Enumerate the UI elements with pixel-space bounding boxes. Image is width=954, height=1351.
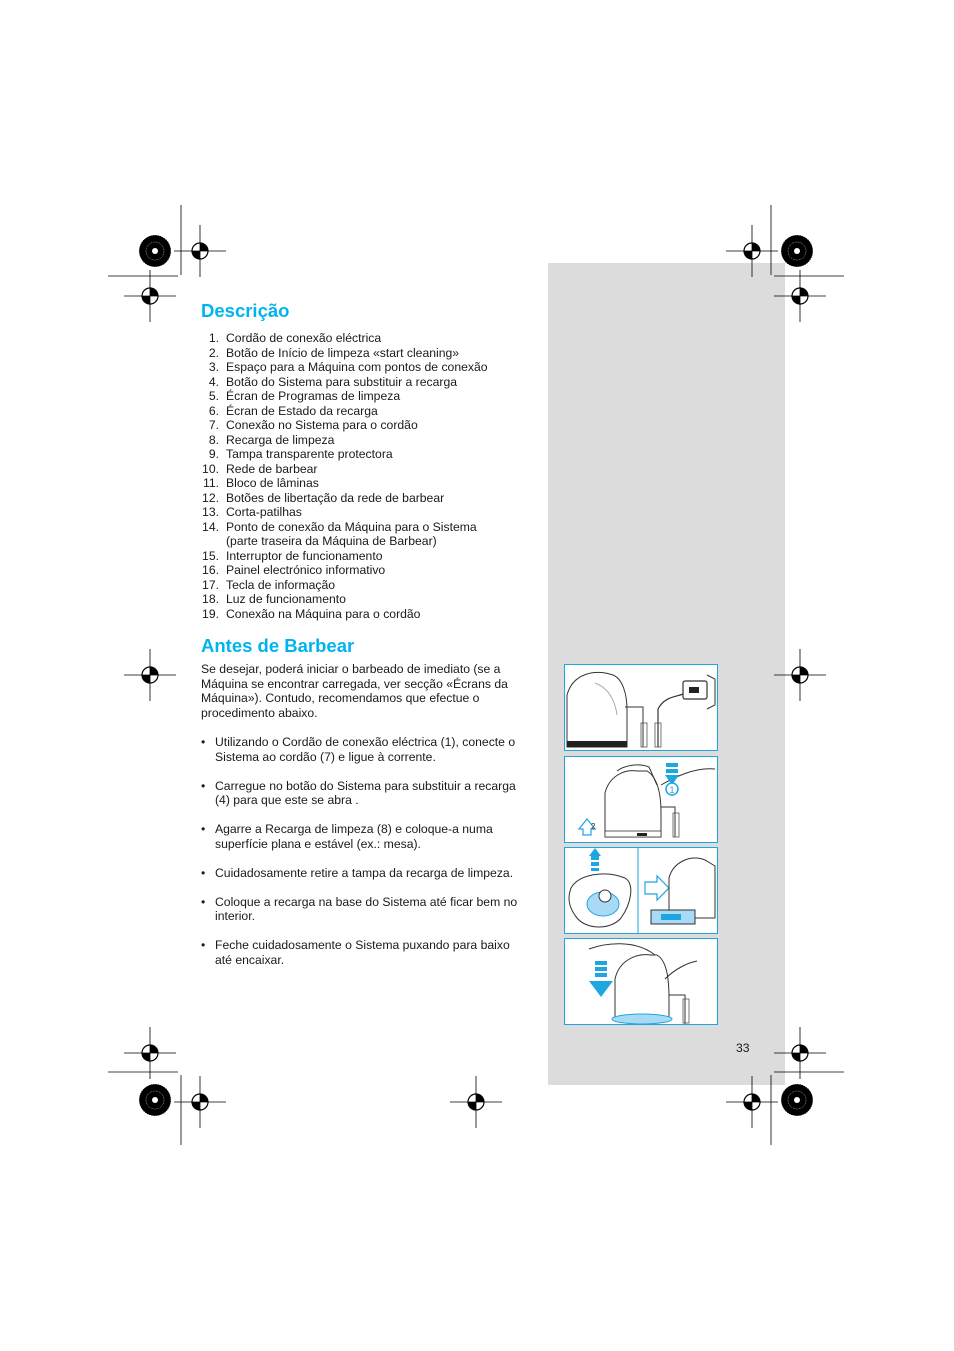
list-item: • Feche cuidadosamente o Sistema puxando para baixo até encaixar. (201, 938, 527, 967)
intro-paragraph: Se desejar, poderá iniciar o barbeado de imediato (se a Máquina se encontrar carregada, ver secção «Écrans da Máquina»). Contudo, recomendamos que efectue o procedimento abaixo. (201, 662, 508, 720)
star-target-icon (781, 1084, 813, 1116)
list-item: • Coloque a recarga na base do Sistema até ficar bem no interior. (201, 895, 527, 924)
star-target-icon (139, 235, 171, 267)
registration-mark-icon (124, 649, 176, 701)
registration-mark-icon (124, 270, 176, 322)
list-item: 12. Botões de libertação da rede de barbear (202, 490, 445, 505)
figure-connect-cord (564, 664, 718, 751)
steps-list (201, 735, 527, 982)
list-item: 6. Écran de Estado da recarga (208, 403, 378, 418)
list-item: 2. Botão de Início de limpeza «start cleaning» (208, 345, 460, 360)
list-item: 4. Botão do Sistema para substituir a recarga (208, 374, 458, 389)
list-item: 11. Bloco de lâminas (202, 476, 319, 490)
registration-mark-icon (726, 1076, 778, 1128)
figure-close-station (564, 938, 718, 1025)
list-item: 14. Ponto de conexão da Máquina para o Sistema (parte traseira da Máquina de Barbear) (202, 519, 477, 548)
list-item: 16. Painel electrónico informativo (202, 563, 386, 577)
registration-mark-icon (124, 1027, 176, 1079)
parts-list (201, 331, 531, 621)
list-item: 5. Écran de Programas de limpeza (208, 389, 401, 403)
star-target-icon (781, 235, 813, 267)
list-item: 1. Cordão de conexão eléctrica (208, 331, 382, 345)
list-item: • Agarre a Recarga de limpeza (8) e coloque-a numa superfície plana e estável (ex.: mesa). (201, 822, 527, 851)
page-number: 33 (736, 1041, 750, 1055)
svg-text:1: 1 (669, 785, 675, 795)
list-item: 19. Conexão na Máquina para o cordão (202, 606, 421, 621)
registration-mark-icon (774, 270, 826, 322)
registration-mark-icon (726, 225, 778, 277)
list-item: 18. Luz de funcionamento (202, 592, 346, 606)
open-station-illustration (565, 757, 718, 843)
registration-mark-icon (774, 649, 826, 701)
down-arrow-icon (589, 981, 613, 997)
registration-mark-icon (450, 1076, 502, 1128)
registration-mark-icon (774, 1027, 826, 1079)
list-item: 15. Interruptor de funcionamento (202, 548, 383, 563)
svg-text:2: 2 (591, 822, 596, 831)
list-item: 10. Rede de barbear (202, 461, 318, 476)
list-item: 7. Conexão no Sistema para o cordão (208, 418, 418, 432)
registration-mark-icon (174, 225, 226, 277)
list-item: • Utilizando o Cordão de conexão eléctrica (1), conecte o Sistema ao cordão (7) e ligue à corrente. (201, 735, 527, 764)
list-item: • Carregue no botão do Sistema para substituir a recarga (4) para que este se abra . (201, 779, 527, 808)
list-item: 13. Corta-patilhas (202, 505, 302, 519)
list-item: 3. Espaço para a Máquina com pontos de conexão (208, 360, 488, 374)
figure-insert-cartridge (564, 847, 718, 934)
star-target-icon (139, 1084, 171, 1116)
list-item: 17. Tecla de informação (202, 577, 336, 592)
list-item: 9. Tampa transparente protectora (208, 447, 393, 461)
section-title-antes-de-barbear: Antes de Barbear (201, 635, 355, 656)
up-arrow-icon (589, 848, 601, 856)
right-arrow-icon (645, 876, 669, 900)
section-title-descricao: Descrição (201, 300, 290, 321)
list-item: • Cuidadosamente retire a tampa da recarga de limpeza. (201, 866, 527, 881)
close-station-illustration (565, 939, 718, 1025)
cartridge-illustration (565, 848, 718, 934)
cleaning-station-plug-illustration (565, 665, 718, 751)
list-item: 8. Recarga de limpeza (208, 432, 335, 447)
figure-open-station (564, 756, 718, 843)
registration-mark-icon (174, 1076, 226, 1128)
